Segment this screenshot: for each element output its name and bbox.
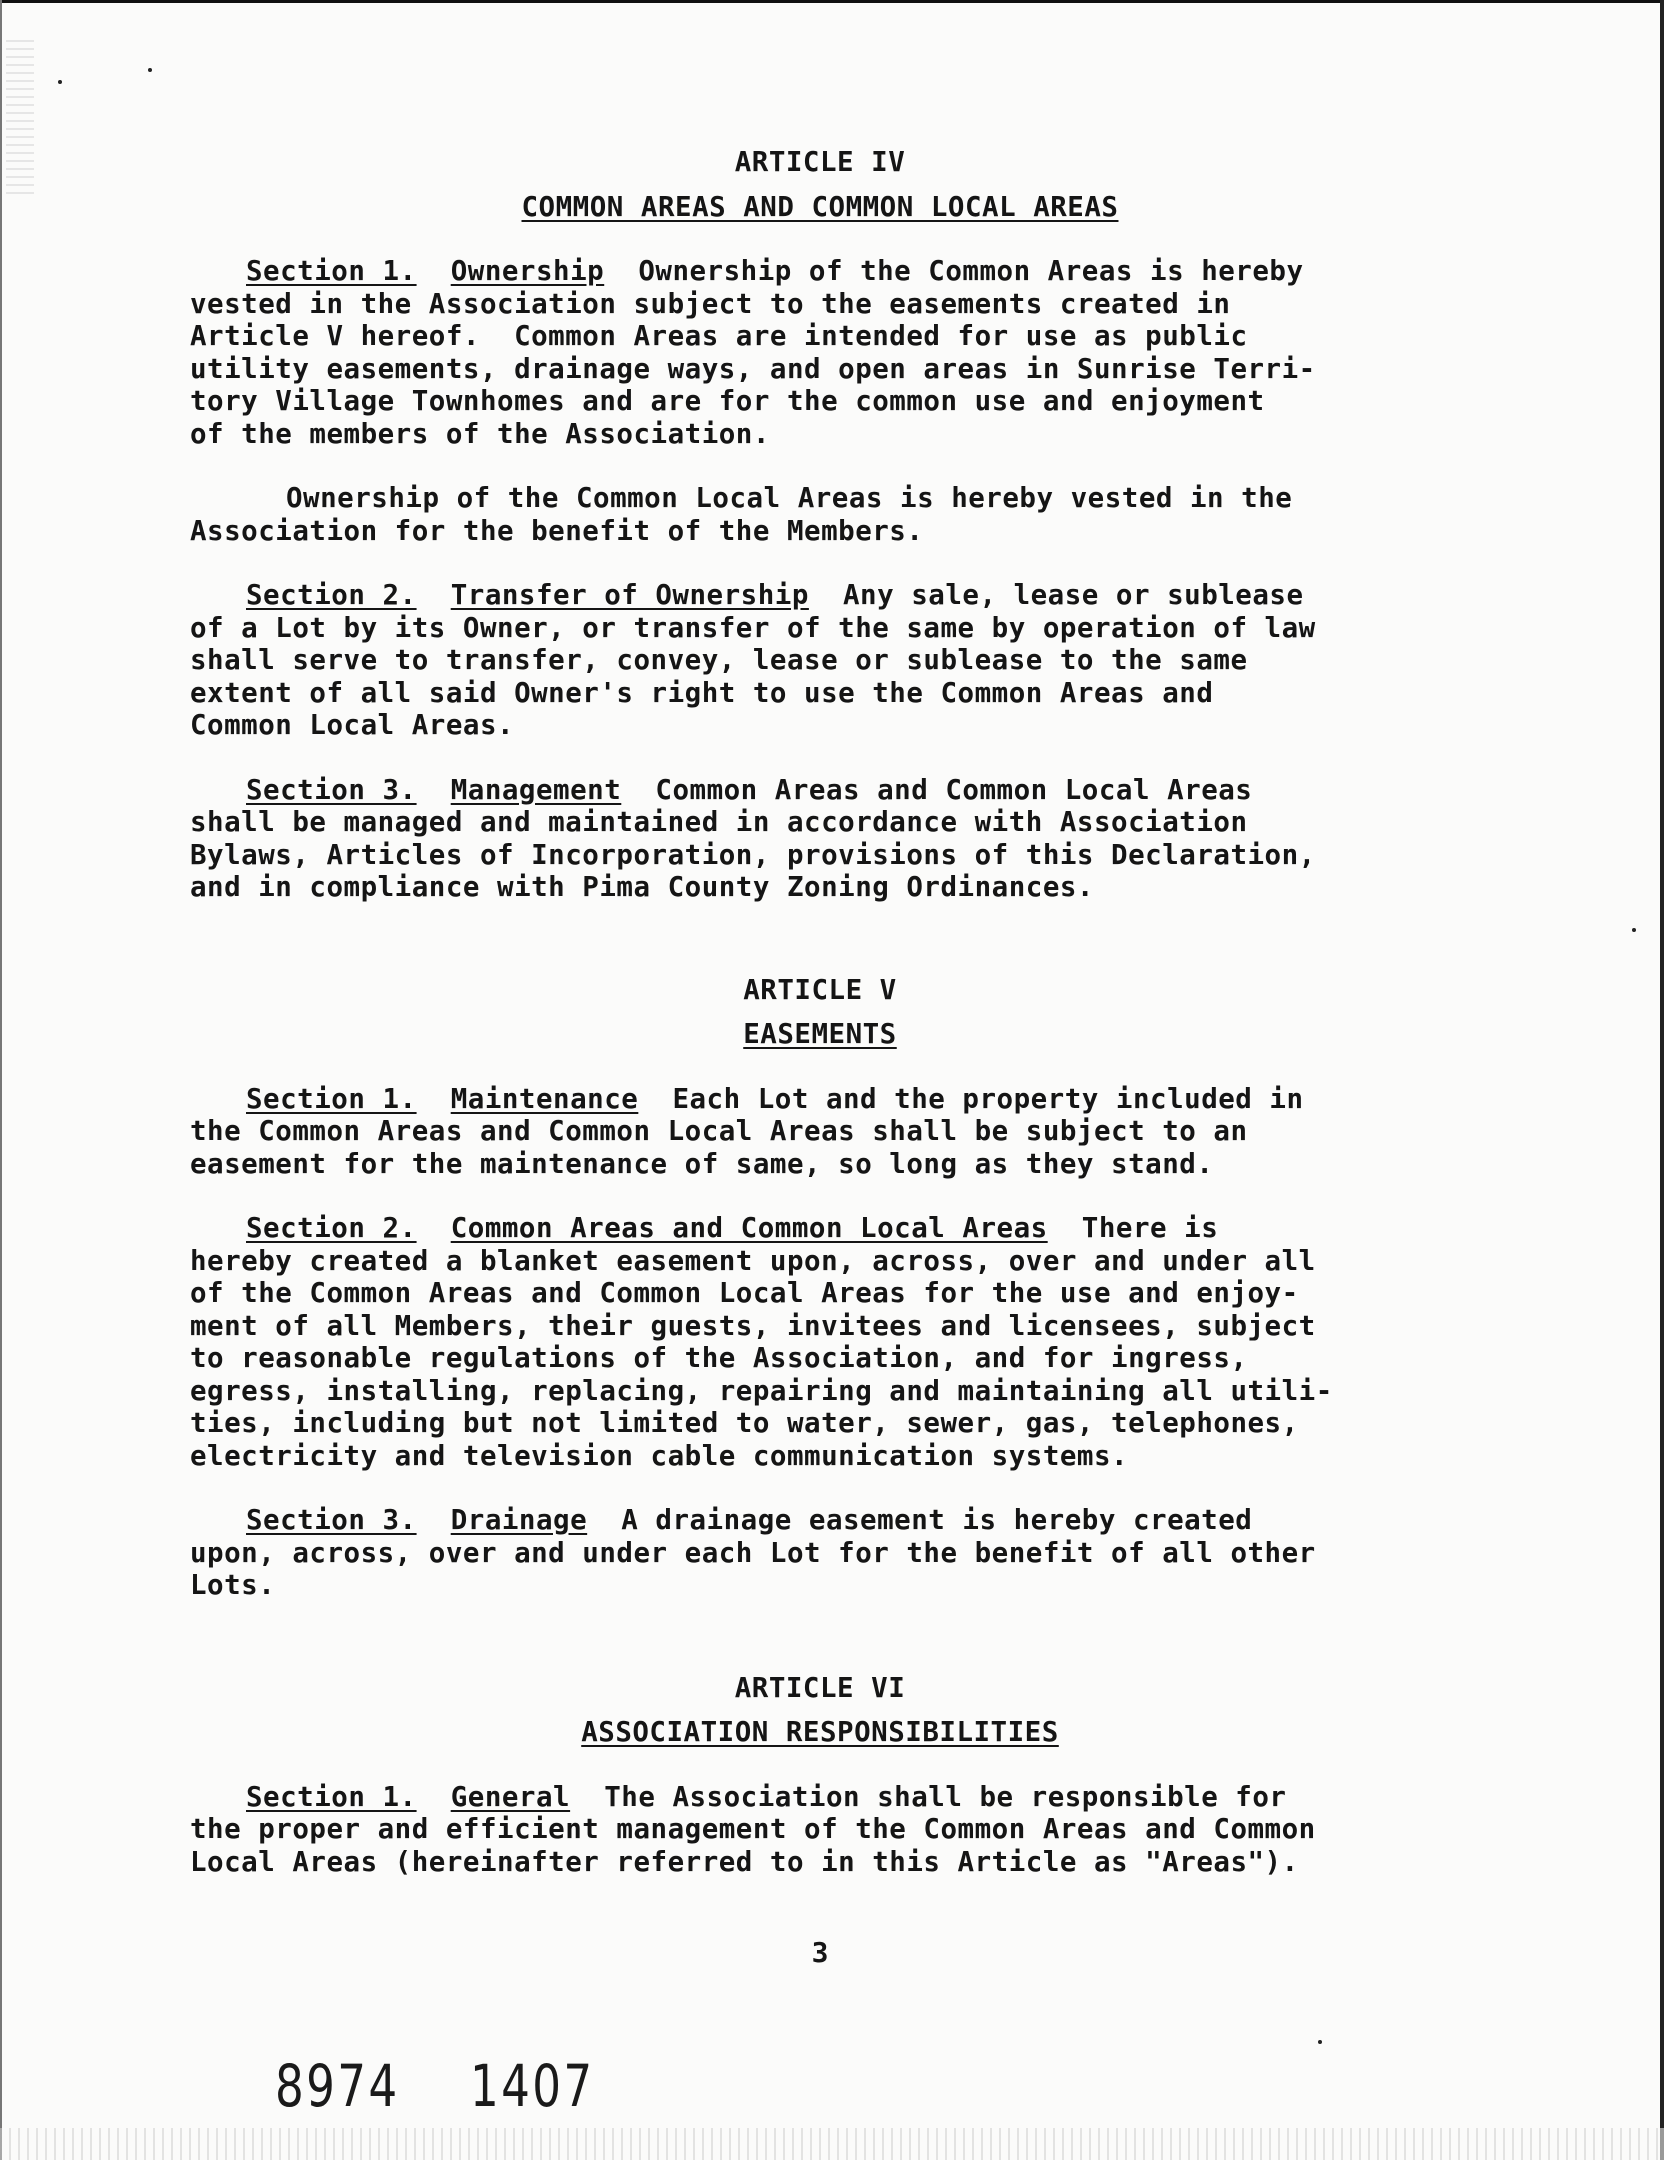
scan-speck [1632,928,1636,932]
section-line: egress, installing, replacing, repairing and maintaining all utili- [190,1374,1333,1407]
section-line [190,774,1490,807]
article-v-subtitle-text: EASEMENTS [743,1018,897,1050]
article-iv-subtitle-text: COMMON AREAS AND COMMON LOCAL AREAS [521,190,1119,223]
article-vi-subtitle-text: ASSOCIATION RESPONSIBILITIES [581,1716,1059,1748]
section-heading: Management [450,773,622,806]
document-stamp-number: 1407 [470,2052,595,2120]
section-line: the proper and efficient management of the Common Areas and Common [190,1813,1316,1845]
scan-edge-top [0,0,1664,3]
section-line: Association for the benefit of the Members. [190,514,924,547]
section-line [190,1504,1490,1537]
section-text: The Association shall be responsible for [570,1780,1287,1813]
section-line [190,1781,1490,1814]
section-line: easement for the maintenance of same, so long as they stand. [190,1147,1214,1180]
section-label: Section 3. [246,773,417,806]
article-v-subtitle [190,1018,1450,1051]
section-line: of the members of the Association. [190,417,770,450]
article-v-section-2 [190,1212,1490,1472]
section-text: Each Lot and the property included in [638,1082,1304,1115]
section-line: hereby created a blanket easement upon, across, over and under all [190,1244,1316,1277]
article-v-section-1 [190,1083,1490,1181]
section-text: Common Areas and Common Local Areas [621,773,1253,806]
section-heading: Ownership [450,255,605,287]
section-line: Common Local Areas. [190,709,515,741]
section-label: Section 1. [246,1780,417,1813]
scan-edge-left [0,0,2,2160]
section-label: Section 1. [246,255,417,287]
article-iv-title: ARTICLE IV [734,146,906,178]
section-line: the Common Areas and Common Local Areas shall be subject to an [190,1115,1248,1147]
scan-speck [58,80,62,84]
article-vi-subtitle [190,1716,1450,1749]
scan-speck [1318,2040,1322,2044]
scan-noise-bottom [0,2128,1664,2160]
section-label: Section 2. [246,579,417,611]
section-heading: General [450,1780,571,1813]
section-line: extent of all said Owner's right to use the Common Areas and [190,676,1214,709]
document-stamp-number: 8974 [275,2052,400,2120]
section-label: Section 2. [246,1212,417,1244]
section-line: shall serve to transfer, convey, lease or sublease to the same [190,644,1248,676]
section-line: Bylaws, Articles of Incorporation, provisions of this Declaration, [190,838,1316,871]
section-line: vested in the Association subject to the easements created in [190,287,1231,320]
section-line: electricity and television cable communication systems. [190,1439,1129,1472]
section-line [190,579,1490,612]
section-text: Any sale, lease or sublease [808,579,1304,611]
section-line: utility easements, drainage ways, and open areas in Sunrise Terri- [190,352,1316,385]
section-line: tory Village Townhomes and are for the common use and enjoyment [190,385,1265,417]
scan-edge-right [1660,0,1664,2160]
section-line: ment of all Members, their guests, invitees and licensees, subject [190,1309,1316,1342]
section-line: Ownership of the Common Local Areas is hereby vested in the [286,482,1293,514]
section-heading: Transfer of Ownership [450,579,809,611]
section-line: shall be managed and maintained in accordance with Association [190,806,1248,838]
section-line [190,1083,1490,1116]
section-line: Local Areas (hereinafter referred to in this Article as "Areas"). [190,1845,1299,1878]
article-iv-subtitle [190,191,1450,224]
section-label: Section 3. [246,1504,417,1536]
article-iv-section-1-paragraph-2 [190,482,1490,547]
section-line: and in compliance with Pima County Zoning Ordinances. [190,871,1094,903]
article-iv-section-2 [190,579,1490,742]
section-text: There is [1047,1212,1219,1244]
section-line: to reasonable regulations of the Association, and for ingress, [190,1342,1248,1374]
document-body [190,140,1490,1878]
section-text: A drainage easement is hereby created [587,1504,1253,1536]
section-line: Lots. [190,1569,276,1601]
section-heading: Maintenance [450,1082,639,1115]
section-line [190,255,1490,288]
page-number: 3 [811,1936,829,1969]
article-v-section-3 [190,1504,1490,1602]
section-line: ties, including but not limited to water, sewer, gas, telephones, [190,1407,1299,1439]
article-v-title: ARTICLE V [743,973,897,1006]
section-line [190,1212,1490,1245]
section-heading: Drainage [450,1504,588,1536]
section-label: Section 1. [246,1082,417,1115]
article-vi-title: ARTICLE VI [734,1671,906,1704]
section-heading: Common Areas and Common Local Areas [450,1212,1048,1244]
section-line: of the Common Areas and Common Local Areas for the use and enjoy- [190,1277,1299,1309]
article-iv-section-1 [190,255,1490,450]
section-text: Ownership of the Common Areas is hereby [604,255,1304,287]
section-line: of a Lot by its Owner, or transfer of the same by operation of law [190,611,1316,644]
scan-speck [148,68,152,72]
scan-noise-left [6,40,34,200]
article-iv-section-3 [190,774,1490,904]
article-vi-section-1 [190,1781,1490,1879]
section-line: upon, across, over and under each Lot for the benefit of all other [190,1536,1316,1569]
section-line: Article V hereof. Common Areas are intended for use as public [190,320,1248,352]
